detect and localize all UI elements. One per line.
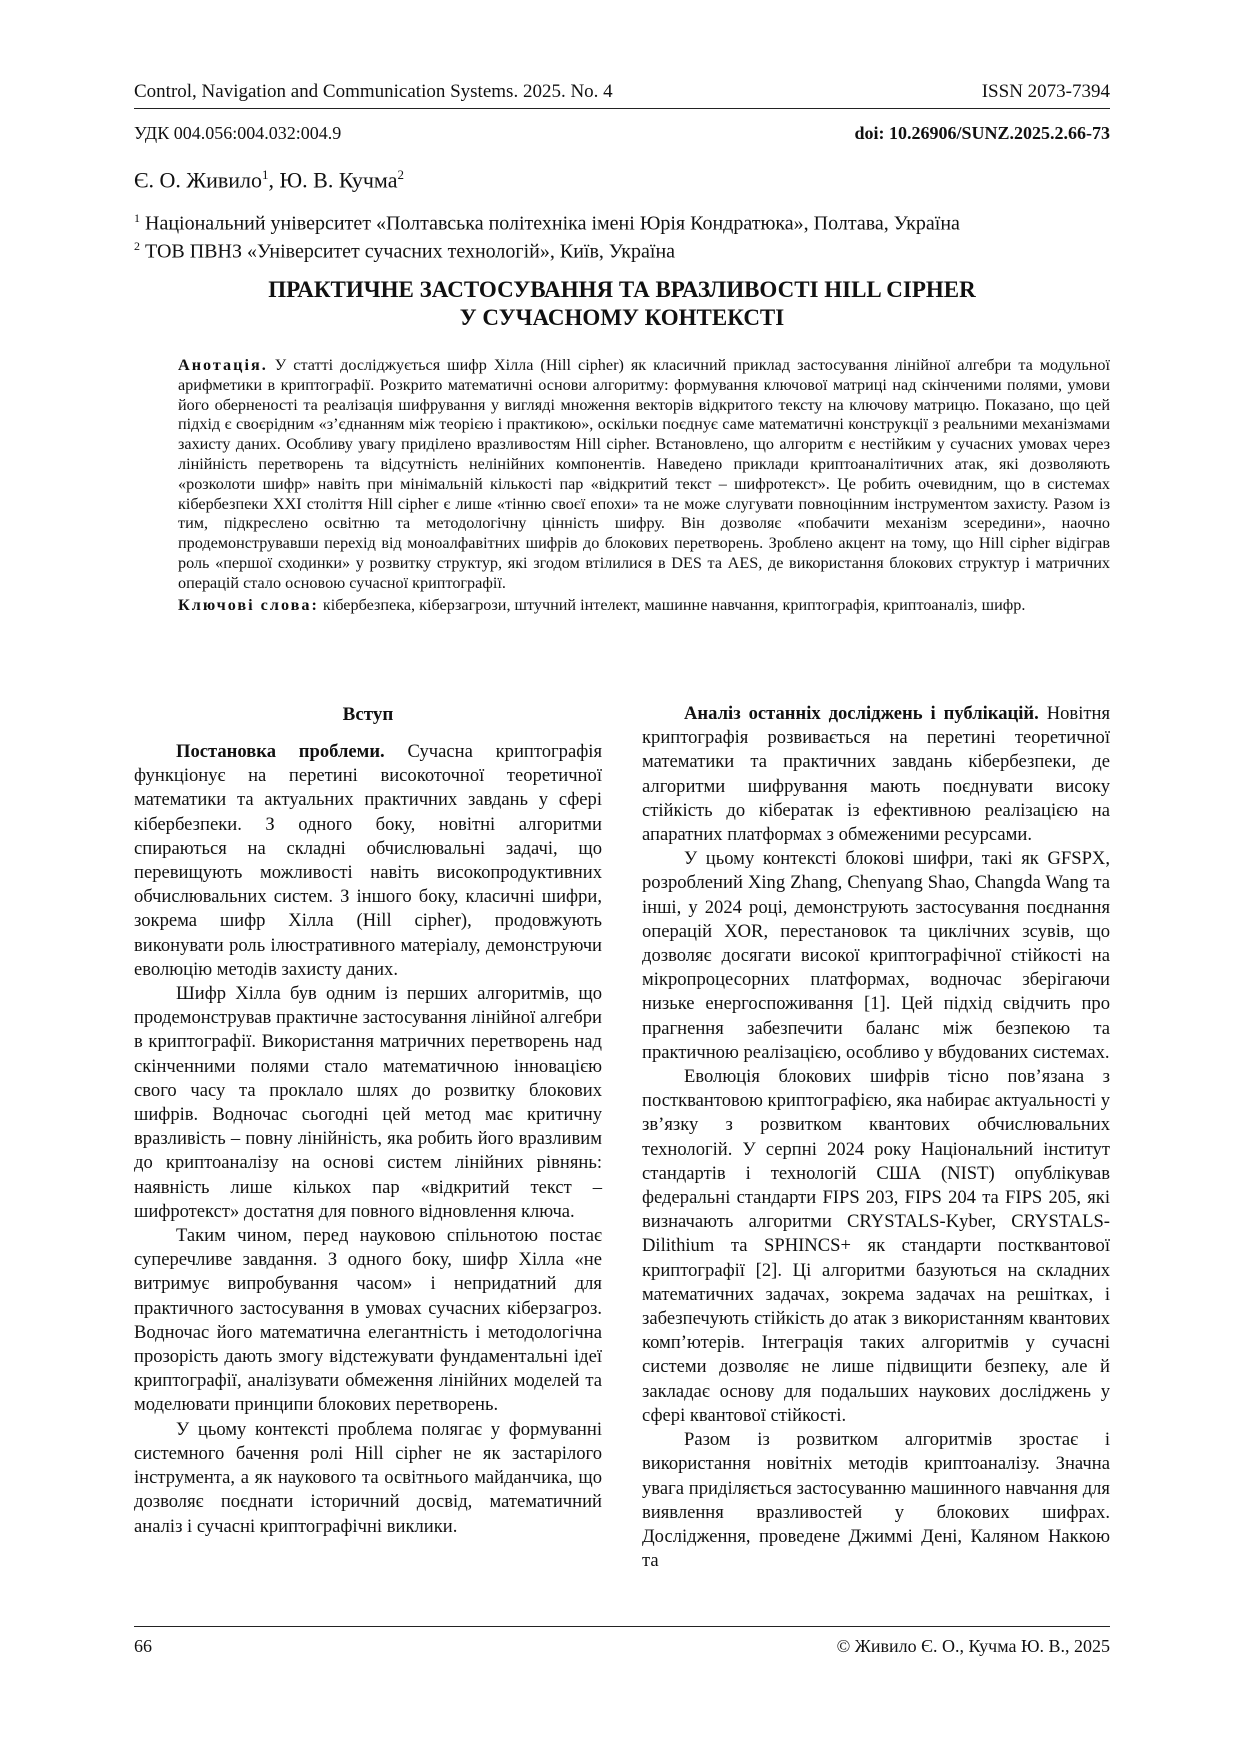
affiliation-mark: 2 xyxy=(134,239,140,253)
author-separator: , xyxy=(268,167,280,193)
body-paragraph: У цьому контексті блокові шифри, такі як GFSPX, розроблений Xing Zhang, Chenyang Shao, Changda Wang та інші, у 2024 році, демонструють застосування поєднання операцій XOR, перестановок та циклічних зсувів, що дозволяє досягати високої криптографічної стійкості на мікропроцесорних платформах, водночас зберігаючи низьке енергоспоживання [1]. Цей підхід свідчить про прагнення забезпечити баланс між безпекою та практичною реалізацією, особливо у вбудованих системах. xyxy=(642,848,1110,1063)
title-line: У СУЧАСНОМУ КОНТЕКСТІ xyxy=(459,305,785,330)
page-number: 66 xyxy=(134,1636,152,1656)
author-name: Ю. В. Кучма xyxy=(279,167,398,193)
abstract-label: Анотація. xyxy=(178,356,268,374)
affiliation-text: Національний університет «Полтавська політехніка імені Юрія Кондратюка», Полтава, Україна xyxy=(140,212,960,235)
title-line: ПРАКТИЧНЕ ЗАСТОСУВАННЯ ТА ВРАЗЛИВОСТІ HILL CIPHER xyxy=(268,277,976,302)
abstract-text: У статті досліджується шифр Хілла (Hill cipher) як класичний приклад застосування лінійної алгебри та модульної арифметики в криптографії. Розкрито математичні основи алгоритму: формування ключової матриці над скінченими полями, умови його оберненості та реалізація шифрування у вигляді множення векторів відкритого тексту на ключову матрицю. Показано, що цей підхід є своєрідним «з’єднанням між теорією і практикою», оскільки поєднує саме математичні конструкції з реальними механізмами захисту даних. Особливу увагу приділено вразливостям Hill cipher. Встановлено, що алгоритм є нестійким у сучасних умовах через лінійність перетворень та відсутність нелінійних компонентів. Наведено приклади криптоаналітичних атак, які дозволяють «розколоти шифр» навіть при мінімальній кількості пар «відкритий текст – шифротекст». Це робить очевидним, що в системах кібербезпеки XXI століття Hill cipher є лише «тінню своєї епохи» та не може слугувати повноцінним інструментом захисту. Разом із тим, підкреслено освітню та методологічну цінність шифру. Він дозволяє «побачити механізм зсередини», наочно продемонструвавши перехід від моноалфавітних шифрів до блокових перетворень. Зроблено акцент на тому, що Hill cipher відіграв роль «першої сходинки» у розвитку структур, які згодом втілилися в DES та AES, де використання блокових структур і матричних операцій стало основою сучасної криптографії. xyxy=(178,356,1110,592)
keywords-label: Ключові слова: xyxy=(178,595,319,614)
author-affil-mark: 2 xyxy=(397,167,404,182)
paragraph-text: Сучасна криптографія функціонує на перетині високоточної теоретичної математики та актуальних практичних завдань у сфері кібербезпеки. З одного боку, новітні алгоритми спираються на складні обчислювальні задачі, що перевищують можливості навіть високопродуктивних обчислювальних систем. З іншого боку, класичні шифри, зокрема шифр Хілла (Hill cipher), продовжують виконувати роль ілюстративного матеріалу, демонструючи еволюцію методів захисту даних. xyxy=(134,741,602,980)
body-paragraph xyxy=(642,702,1110,847)
body-paragraph: Еволюція блокових шифрів тісно пов’язана з постквантовою криптографією, яка набирає актуальності у зв’язку з розвитком квантових обчислювальних технологій. У серпні 2024 року Національний інститут стандартів і технологій США (NIST) опублікував федеральні стандарти FIPS 203, FIPS 204 та FIPS 205, які визначають алгоритми CRYSTALS-Kyber, CRYSTALS-Dilithium та SPHINCS+ як стандарти постквантової криптографії [2]. Ці алгоритми базуються на складних математичних задачах, зокрема задачах на решітках, і забезпечують стійкість до атак з використанням квантових комп’ютерів. Інтеграція таких алгоритмів у сучасні системи дозволяє не лише підвищити безпеку, але й закладає основу для подальших наукових досліджень у сфері квантової стійкості. xyxy=(642,1066,1110,1426)
meta-line xyxy=(134,120,1110,146)
author-name: Є. О. Живило xyxy=(134,167,263,193)
left-column xyxy=(134,702,602,1539)
header-rule xyxy=(134,108,1110,109)
author-affil-mark: 1 xyxy=(262,167,269,182)
footer-rule xyxy=(134,1626,1110,1627)
article-title xyxy=(134,276,1110,332)
body-paragraph: Таким чином, перед науковою спільнотою постає суперечливе завдання. З одного боку, шифр Хілла «не витримує випробування часом» і непридатний для практичного застосування в умовах сучасних кіберзагроз. Водночас його математична елегантність і методологічна прозорість дають змогу відстежувати фундаментальні ідеї криптографії, аналізувати обмеження лінійних моделей та моделювати принципи блокових перетворень. xyxy=(134,1225,602,1416)
issn: ISSN 2073-7394 xyxy=(981,81,1110,102)
affiliation-text: ТОВ ПВНЗ «Університет сучасних технологій», Київ, Україна xyxy=(140,240,676,263)
udc-code: УДК 004.056:004.032:004.9 xyxy=(134,123,342,143)
journal-name: Control, Navigation and Communication Systems. 2025. No. 4 xyxy=(134,81,613,102)
page-footer xyxy=(134,1632,1110,1660)
keywords-paragraph xyxy=(178,596,1110,616)
doi: doi: 10.26906/SUNZ.2025.2.66-73 xyxy=(854,123,1110,143)
body-paragraph xyxy=(134,740,602,982)
authors xyxy=(134,160,1110,195)
copyright-notice: © Живило Є. О., Кучма Ю. В., 2025 xyxy=(836,1636,1110,1656)
keywords-text: кібербезпека, кіберзагрози, штучний інтелект, машинне навчання, криптографія, криптоаналіз, шифр. xyxy=(318,595,1026,614)
abstract xyxy=(178,356,1110,615)
right-column xyxy=(642,702,1110,1573)
section-title: Вступ xyxy=(342,704,394,725)
running-header xyxy=(134,78,1110,106)
paragraph-text: Новітня криптографія розвивається на перетині теоретичної математики та практичних завдань кібербезпеки, де алгоритми шифрування мають поєднувати високу стійкість до кібератак із ефективною реалізацією на апаратних платформах з обмеженими ресурсами. xyxy=(642,703,1111,846)
paragraph-lead: Аналіз останніх досліджень і публікацій. xyxy=(684,703,1039,724)
affiliation xyxy=(134,232,1110,266)
paragraph-lead: Постановка проблеми. xyxy=(176,741,385,762)
affiliation-mark: 1 xyxy=(134,211,140,225)
abstract-paragraph xyxy=(178,356,1110,594)
body-paragraph: Шифр Хілла був одним із перших алгоритмів, що продемонстрував практичне застосування лінійної алгебри в криптографії. Використання матричних перетворень над скінченними полями стало математичною інновацією свого часу та проклало шлях до розвитку блокових шифрів. Водночас сьогодні цей метод має критичну вразливість – повну лінійність, яка робить його вразливим до криптоаналізу на основі систем лінійних рівнянь: наявність лише кількох пар «відкритий текст – шифротекст» достатня для повного відновлення ключа. xyxy=(134,983,602,1222)
body-paragraph: У цьому контексті проблема полягає у формуванні системного бачення ролі Hill cipher не як застарілого інструмента, а як наукового та освітнього майданчика, що дозволяє поєднати історичний досвід, математичний аналіз і сучасні криптографічні виклики. xyxy=(134,1418,602,1537)
body-paragraph: Разом із розвитком алгоритмів зростає і використання новітніх методів криптоаналізу. Значна увага приділяється застосуванню машинного навчання для виявлення вразливостей у блокових шифрах. Дослідження, проведене Джиммі Дені, Каляном Наккою та xyxy=(642,1429,1110,1572)
